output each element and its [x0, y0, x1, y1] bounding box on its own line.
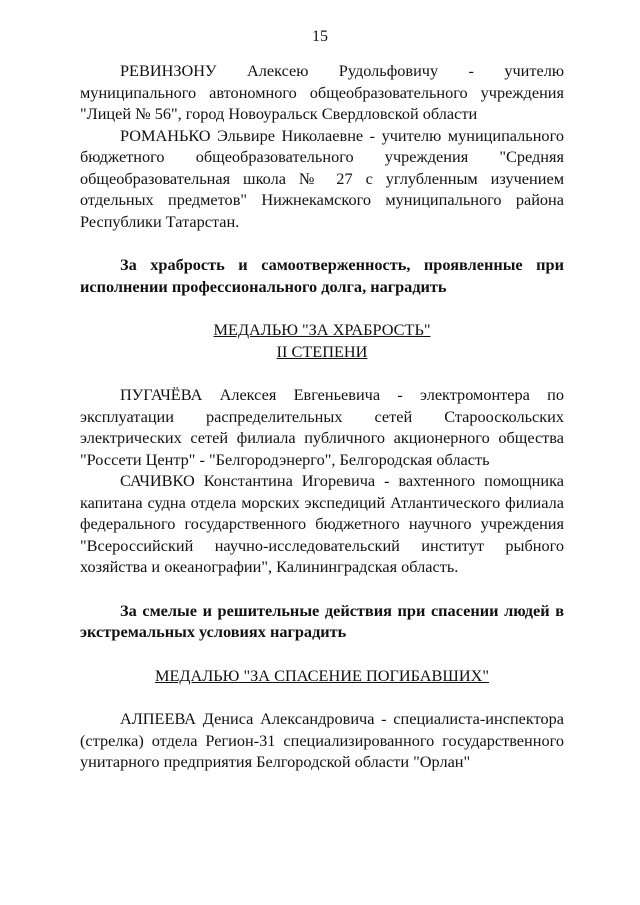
award-title: МЕДАЛЬЮ "ЗА СПАСЕНИЕ ПОГИБАВШИХ"	[154, 665, 490, 685]
award-title-block	[80, 665, 564, 687]
award-title-block	[80, 319, 564, 362]
award-recipient-paragraph: САЧИВКО Константина Игоревича - вахтенного помощника капитана судна отдела морских экспедиций Атлантического филиала федерального государственного бюджетного научного учреждения "Всероссийский научно-исследовательский институт рыбного хозяйства и океанографии", Калининградская область.	[80, 471, 564, 576]
award-recipient-paragraph: ПУГАЧЁВА Алексея Евгеньевича - электромонтера по эксплуатации распределительных сетей Старооскольских электрических сетей филиала публичного акционерного общества "Россети Центр" - "Белгородэнерго", Белгородская область	[80, 385, 564, 469]
document-body	[80, 60, 564, 773]
award-title: МЕДАЛЬЮ "ЗА ХРАБРОСТЬ"	[213, 320, 431, 339]
award-recipient-paragraph: АЛПЕЕВА Дениса Александровича - специалиста-инспектора (стрелка) отдела Регион-31 специализированного государственного унитарного предприятия Белгородской области "Орлан"	[80, 709, 564, 771]
page-number: 15	[312, 28, 328, 45]
award-degree: II СТЕПЕНИ	[276, 341, 368, 361]
award-reason-heading: За смелые и решительные действия при спасении людей в экстремальных условиях наградить	[80, 600, 564, 641]
award-recipient-paragraph: РЕВИНЗОНУ Алексею Рудольфовичу - учителю муниципального автономного общеобразовательного учреждения "Лицей № 56", город Новоуральск Свердловской области	[80, 61, 564, 123]
award-reason-heading: За храбрость и самоотверженность, проявленные при исполнении профессионального долга, наградить	[80, 255, 564, 296]
award-recipient-paragraph: РОМАНЬКО Эльвире Николаевне - учителю муниципального бюджетного общеобразовательного учреждения "Средняя общеобразовательная школа № 27 с углубленным изучением отдельных предметов" Нижнекамского муниципального района Республики Татарстан.	[80, 125, 564, 231]
